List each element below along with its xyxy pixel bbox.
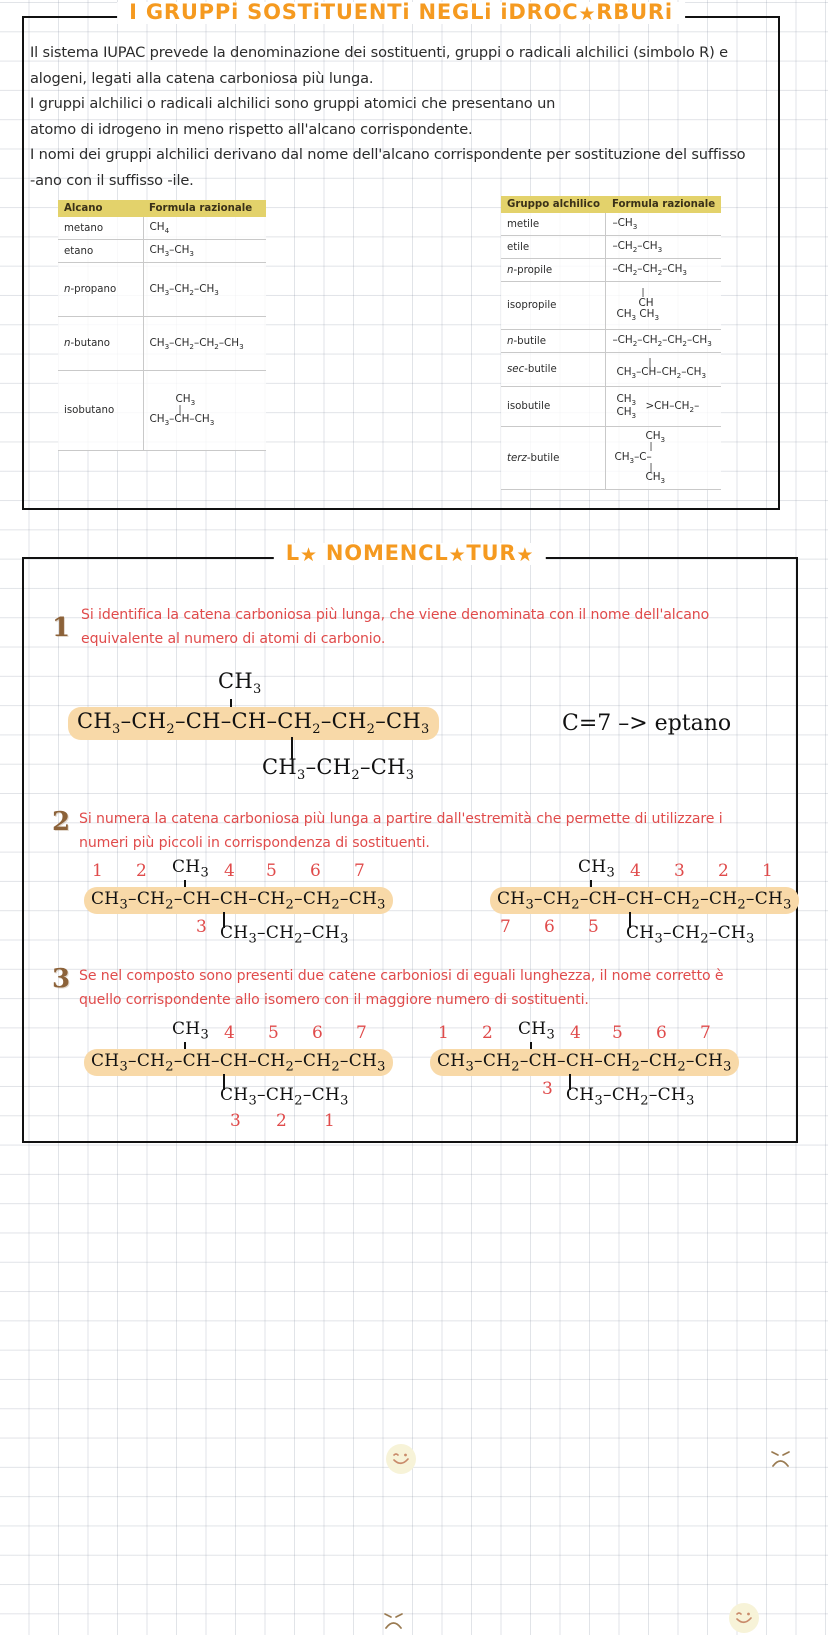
column-header-formula: Formula razionale xyxy=(143,200,266,217)
molecule-main-chain: $CH_3-CH_2-CH-CH-CH_2-CH_2-CH_3$ xyxy=(84,1049,393,1076)
table-row xyxy=(501,236,721,259)
angry-face-icon xyxy=(766,1443,796,1473)
star-icon: ★ xyxy=(578,3,597,25)
step-text-line: quello corrispondente allo isomero con il maggiore numero di sostituenti. xyxy=(79,992,589,1008)
cell-formula: $-CH_2-CH_3$ xyxy=(606,236,721,259)
chain-number: 6 xyxy=(310,861,321,881)
formula-stack xyxy=(150,394,261,427)
section1-title-part2: RBURi xyxy=(596,0,673,24)
bond-line: | xyxy=(178,404,182,415)
molecule-top-branch: $CH_3$ xyxy=(578,857,616,881)
molecule-main-chain: $CH_3-CH_2-CH-CH-CH_2-CH_2-CH_3$ xyxy=(490,887,799,914)
section2-title-part1: L xyxy=(285,541,300,565)
cell-name xyxy=(58,263,143,317)
table-row xyxy=(501,213,721,236)
italic-prefix: n xyxy=(64,338,71,350)
bond-line: | xyxy=(648,357,652,368)
name-rest: -propano xyxy=(70,284,117,296)
molecule-step1 xyxy=(68,669,439,784)
italic-prefix: terz xyxy=(507,452,527,464)
cell-name xyxy=(501,330,606,353)
formula-stack xyxy=(612,431,715,485)
molecule-main-chain: $CH_3-CH_2-CH-CH-CH_2-CH_2-CH_3$ xyxy=(430,1049,739,1076)
cell-name: metile xyxy=(501,213,606,236)
chain-number: 3 xyxy=(196,917,207,937)
table-row xyxy=(58,371,266,451)
formula-main: $CH_3-C-$ xyxy=(614,450,652,465)
star-icon: ★ xyxy=(299,544,318,566)
table-row xyxy=(501,427,721,490)
star-icon: ★ xyxy=(516,544,535,566)
formula-stack xyxy=(612,357,715,381)
chain-number: 1 xyxy=(324,1111,335,1131)
step-text-line: Si numera la catena carboniosa più lunga a partire dall'estremità che permette di utilizzare i xyxy=(79,811,723,827)
name-rest: -propile xyxy=(513,264,553,276)
formula-bottom: $CH_3$ xyxy=(645,471,666,486)
step-text xyxy=(79,807,792,855)
chain-number: 1 xyxy=(762,861,773,881)
chain-number: 5 xyxy=(268,1023,279,1043)
cell-name: metano xyxy=(58,217,143,240)
formula-main: $CH_3-CH-CH_2-CH_3$ xyxy=(616,366,707,381)
formula-top: $CH_3$ xyxy=(175,392,196,408)
cell-formula xyxy=(606,387,721,427)
name-rest: -butile xyxy=(524,364,557,376)
cell-formula xyxy=(143,371,266,451)
column-header-gruppo: Gruppo alchilico xyxy=(501,196,606,213)
chain-number: 5 xyxy=(266,861,277,881)
name-rest: -butile xyxy=(513,335,546,347)
chain-number: 5 xyxy=(612,1023,623,1043)
bond-line: | xyxy=(649,442,653,453)
molecule-top-branch: $CH_3$ xyxy=(218,669,262,698)
table-row xyxy=(58,263,266,317)
cell-name xyxy=(501,259,606,282)
formula-top: $CH_3$ xyxy=(616,392,637,408)
angry-face-icon xyxy=(379,1605,409,1635)
section2-title-part3: TUR xyxy=(466,541,517,565)
molecule-step3-right xyxy=(430,1019,739,1109)
step-text-line: equivalente al numero di atomi di carbonio. xyxy=(81,631,386,647)
chain-number: 2 xyxy=(482,1023,493,1043)
table-row xyxy=(58,240,266,263)
molecule-main-chain: $CH_3-CH_2-CH-CH-CH_2-CH_2-CH_3$ xyxy=(84,887,393,914)
paragraph-line: atomo di idrogeno in meno rispetto all'alcano corrispondente. xyxy=(30,120,473,138)
molecule-top-branch: $CH_3$ xyxy=(518,1019,556,1043)
bond-line: | xyxy=(641,287,645,298)
molecule-bottom-branch: $CH_3-CH_2-CH_3$ xyxy=(566,1085,695,1109)
italic-prefix: n xyxy=(64,284,71,296)
cell-formula: $-CH_3$ xyxy=(606,213,721,236)
table-row xyxy=(58,317,266,371)
chain-number: 4 xyxy=(570,1023,581,1043)
table-row xyxy=(501,330,721,353)
table-alcani xyxy=(58,200,266,451)
cell-name xyxy=(501,427,606,490)
section2-title xyxy=(274,543,546,565)
section1-title-part1: I GRUPPi SOSTiTUENTi NEGLi iDROC xyxy=(129,0,579,24)
section1-paragraph xyxy=(30,40,770,193)
chain-number: 7 xyxy=(700,1023,711,1043)
happy-face-icon xyxy=(729,1603,759,1633)
chain-number: 6 xyxy=(312,1023,323,1043)
table-row xyxy=(501,387,721,427)
step-3 xyxy=(42,964,792,1012)
italic-prefix: sec xyxy=(507,364,525,376)
table-row xyxy=(58,217,266,240)
step-number: 3 xyxy=(52,964,71,994)
section1-title xyxy=(117,2,685,24)
column-header-alcano: Alcano xyxy=(58,200,143,217)
step-number: 1 xyxy=(52,613,71,643)
chain-number: 3 xyxy=(674,861,685,881)
molecule-top-branch: $CH_3$ xyxy=(172,857,210,881)
table-header-row xyxy=(58,200,266,217)
chain-number: 7 xyxy=(356,1023,367,1043)
formula-stack xyxy=(612,394,715,420)
cell-name: isobutile xyxy=(501,387,606,427)
cell-formula: $-CH_2-CH_2-CH_3$ xyxy=(606,259,721,282)
molecule-top-branch: $CH_3$ xyxy=(172,1019,210,1043)
molecule-step3-left xyxy=(84,1019,393,1131)
paragraph-line: -ano con il suffisso -ile. xyxy=(30,171,194,189)
formula-top: CH xyxy=(638,296,654,309)
name-rest: -butano xyxy=(70,338,110,350)
step-2 xyxy=(42,807,792,855)
cell-formula xyxy=(606,353,721,387)
molecule-bottom-branch: $CH_3-CH_2-CH_3$ xyxy=(220,1085,349,1109)
chain-number: 4 xyxy=(224,1023,235,1043)
step-number: 2 xyxy=(52,807,71,837)
cell-formula xyxy=(606,427,721,490)
cell-name: etano xyxy=(58,240,143,263)
chain-number: 4 xyxy=(630,861,641,881)
step-text-line: Si identifica la catena carboniosa più lunga, che viene denominata con il nome dell'alcano xyxy=(81,607,710,623)
chain-number: 2 xyxy=(718,861,729,881)
bond-line: | xyxy=(649,462,653,473)
paragraph-line: Il sistema IUPAC prevede la denominazione dei sostituenti, gruppi o radicali alchilici (simbolo R) e xyxy=(30,44,728,61)
cell-formula: $CH_3-CH_2-CH_3$ xyxy=(143,263,266,317)
chain-number: 7 xyxy=(354,861,365,881)
cell-formula xyxy=(606,282,721,330)
cell-name: isobutano xyxy=(58,371,143,451)
cell-name xyxy=(58,317,143,371)
molecule-step2-left xyxy=(84,857,393,947)
column-header-formula: Formula razionale xyxy=(606,196,721,213)
cell-name xyxy=(501,353,606,387)
molecule-main-chain: $CH_3-CH_2-CH-CH-CH_2-CH_2-CH_3$ xyxy=(68,707,439,740)
molecule-bottom-branch: $CH_3-CH_2-CH_3$ xyxy=(626,923,755,947)
chain-number: 7 xyxy=(500,917,511,937)
chain-number: 4 xyxy=(224,861,235,881)
italic-prefix: n xyxy=(507,335,514,347)
formula-bottom: $CH_3$ xyxy=(616,405,637,420)
cell-formula: $-CH_2-CH_2-CH_2-CH_3$ xyxy=(606,330,721,353)
chain-number: 2 xyxy=(276,1111,287,1131)
cell-formula: $CH_4$ xyxy=(143,217,266,240)
paragraph-line: I gruppi alchilici o radicali alchilici sono gruppi atomici che presentano un xyxy=(30,95,556,112)
chain-number: 3 xyxy=(542,1079,553,1099)
star-icon: ★ xyxy=(448,544,467,566)
step-text xyxy=(79,964,792,1012)
molecule-bottom-branch: $CH_3-CH_2-CH_3$ xyxy=(262,755,415,784)
chain-number: 6 xyxy=(656,1023,667,1043)
chain-number: 1 xyxy=(92,861,103,881)
cell-name: isopropile xyxy=(501,282,606,330)
step-text xyxy=(81,603,792,651)
table-row xyxy=(501,259,721,282)
step1-annotation: C=7 –> eptano xyxy=(562,711,732,736)
section-substituent-groups xyxy=(22,0,780,510)
cell-formula: $CH_3-CH_2-CH_2-CH_3$ xyxy=(143,317,266,371)
happy-face-icon xyxy=(386,1444,416,1474)
italic-prefix: n xyxy=(507,264,514,276)
chain-number: 5 xyxy=(588,917,599,937)
formula-wedge: $>CH-CH_2-$ xyxy=(645,399,700,415)
step-1 xyxy=(42,603,792,651)
section2-title-part2: NOMENCL xyxy=(317,541,449,565)
paragraph-line: I nomi dei gruppi alchilici derivano dal nome dell'alcano corrispondente per sostituzione del suffisso xyxy=(30,146,746,163)
section-nomenclature xyxy=(22,541,798,1143)
table-row xyxy=(501,282,721,330)
chain-number: 3 xyxy=(230,1111,241,1131)
step-text-line: numeri più piccoli in corrispondenza di sostituenti. xyxy=(79,835,430,851)
table-gruppi-alchilici xyxy=(501,196,721,490)
formula-top: $CH_3$ xyxy=(645,430,666,445)
paragraph-line: alogeni, legati alla catena carboniosa più lunga. xyxy=(30,69,374,87)
step-text-line: Se nel composto sono presenti due catene carboniosi di eguali lunghezza, il nome corretto è xyxy=(79,968,724,984)
table-header-row xyxy=(501,196,721,213)
formula-main: $CH_3-CH-CH_3$ xyxy=(149,413,215,428)
formula-stack xyxy=(612,287,715,322)
chain-number: 2 xyxy=(136,861,147,881)
table-row xyxy=(501,353,721,387)
cell-name: etile xyxy=(501,236,606,259)
chain-number: 6 xyxy=(544,917,555,937)
molecule-bottom-branch: $CH_3-CH_2-CH_3$ xyxy=(220,923,349,947)
molecule-step2-right xyxy=(490,857,799,947)
name-rest: -butile xyxy=(526,452,560,464)
chain-number: 1 xyxy=(438,1023,449,1043)
cell-formula: $CH_3-CH_3$ xyxy=(143,240,266,263)
formula-bottom: $CH_3$ $CH_3$ xyxy=(616,307,660,322)
